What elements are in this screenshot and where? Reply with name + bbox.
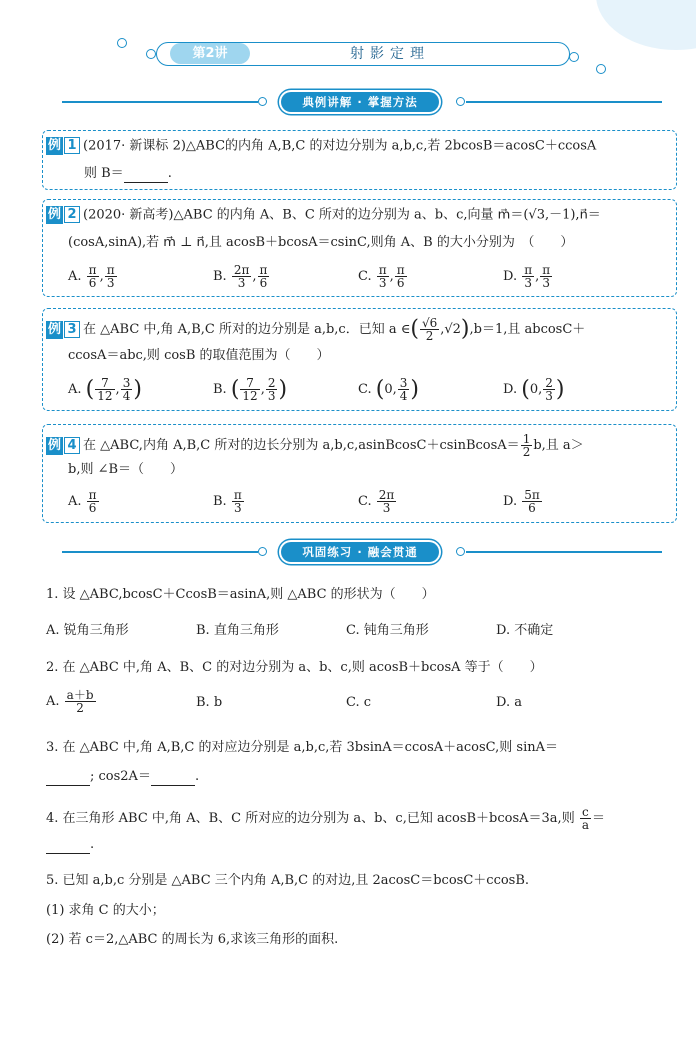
option-d[interactable]: D. $\frac{\pi}{3}$ , $\frac{\pi}{3}$ [503, 263, 551, 290]
example-label: 例 1 [46, 137, 80, 155]
practice-question-1: 1. 设 △ABC,bcosC＋CcosB＝asinA,则 △ABC 的形状为（ ） [46, 587, 435, 602]
option-b[interactable]: B. b [196, 695, 223, 710]
practice-question-4: 4. 在三角形 ABC 中,角 A、B、C 所对应的边分别为 a、b、c,已知 acosB＋bcosA＝3a,则 $\frac{c}{a}$ ＝ [46, 805, 606, 832]
example-4: 例 4 在 △ABC,内角 A,B,C 所对的边长分别为 a,b,c,asinBcosC＋csinBcosA＝ $\frac{1}{2}$ b,且 a＞ b,则 ∠B＝（ ） A. $\frac{\pi}{6}$ B. $\frac{\pi}{3}$ C. $\frac{2\pi}{3}$ D. $\frac{5\pi}{6}$ [42, 424, 677, 523]
sub-question-2: (2) 若 c＝2,△ABC 的周长为 6,求该三角形的面积. [46, 932, 339, 947]
option-c[interactable]: C. (0, $\frac{3}{4}$ ) [358, 376, 420, 403]
practice-question-2: 2. 在 △ABC 中,角 A、B、C 的对边分别为 a、b、c,则 acosB＋bcosA 等于（ ） [46, 660, 543, 675]
example-label: 例 4 [46, 437, 80, 455]
example-1: 例 1 (2017· 新课标 2)△ABC的内角 A,B,C 的对边分别为 a,b,c,若 2bcosB＝acosC＋ccosA 则 B＝ . [42, 130, 677, 190]
example-2 [42, 199, 677, 297]
decor-circle-icon [596, 64, 606, 74]
option-b[interactable]: B. ( $\frac{7}{12}$ , $\frac{2}{3}$ ) [213, 376, 288, 403]
option-a[interactable]: A. $\frac{a+b}{2}$ [46, 688, 94, 715]
practice-question-5: 5. 已知 a,b,c 分别是 △ABC 三个内角 A,B,C 的对边,且 2acosC＝bcosC＋ccosB. [46, 873, 530, 888]
option-d[interactable]: D. $\frac{5\pi}{6}$ [503, 488, 540, 515]
lecture-tag: 第2讲 [170, 43, 250, 64]
option-b[interactable]: B. 直角三角形 [196, 623, 279, 638]
decor-circle-icon [146, 49, 156, 59]
option-b[interactable]: B. $\frac{2\pi}{3}$ , $\frac{\pi}{6}$ [213, 263, 268, 290]
example-label: 例 3 [46, 321, 80, 339]
decor-circle-icon [258, 97, 267, 106]
option-d[interactable]: D. a [496, 695, 522, 710]
decor-circle-icon [456, 547, 465, 556]
question-text: (2017· 新课标 2)△ABC的内角 A,B,C 的对边分别为 a,b,c,若 2bcosB＝acosC＋ccosA [83, 138, 597, 154]
answer-blank[interactable] [46, 839, 90, 854]
option-c[interactable]: C. 钝角三角形 [346, 623, 429, 638]
option-a[interactable]: A. 锐角三角形 [46, 623, 129, 638]
example-3: 例 3 在 △ABC 中,角 A,B,C 所对的边分别是 a,b,c．已知 a ∈( $\frac{√6}{2}$ ,√2),b＝1,且 abcosC＋ ccosA＝abc,则 cosB 的取值范围为（ ） A. ( $\frac{7}{12}$ , $\frac{3}{4}$ ) B. ( $\frac{7}{12}$ , $\frac{2}{3}$ ) C. (0, $\frac{3}{4}$ ) D. (0, $\frac{2}{3}$ ) [42, 308, 677, 411]
answer-blank[interactable] [46, 771, 90, 786]
section-divider [62, 101, 258, 103]
section-title-practice: 巩固练习 · 融会贯通 [281, 542, 439, 562]
question-text: 在 △ABC,内角 A,B,C 所对的边长分别为 a,b,c,asinBcosC＋csinBcosA＝ [83, 438, 520, 453]
answer-blank[interactable] [151, 771, 195, 786]
option-a[interactable]: A. ( $\frac{7}{12}$ , $\frac{3}{4}$ ) [68, 376, 142, 403]
question-text: (2020· 新高考)△ABC 的内角 A、B、C 所对的边分别为 a、b、c,向量 m⃗＝(√3,－1),n⃗＝ [83, 207, 601, 223]
option-d[interactable]: D. (0, $\frac{2}{3}$ ) [503, 376, 565, 403]
section-divider [466, 551, 662, 553]
corner-decoration [596, 0, 696, 50]
section-title-example: 典例讲解 · 掌握方法 [281, 92, 439, 112]
decor-circle-icon [569, 52, 579, 62]
question-text: 则 B＝ [84, 166, 124, 181]
option-a[interactable]: A. $\frac{\pi}{6}$ [68, 488, 97, 515]
question-text: ; cos2A＝ [90, 769, 151, 784]
lecture-title: 射影定理 [350, 46, 430, 62]
practice-question-3: 3. 在 △ABC 中,角 A,B,C 的对应边分别是 a,b,c,若 3bsinA＝ccosA＋acosC,则 sinA＝ [46, 740, 558, 755]
option-c[interactable]: C. $\frac{\pi}{3}$ , $\frac{\pi}{6}$ [358, 263, 405, 290]
decor-circle-icon [117, 38, 127, 48]
option-c[interactable]: C. $\frac{2\pi}{3}$ [358, 488, 395, 515]
decor-circle-icon [258, 547, 267, 556]
option-d[interactable]: D. 不确定 [496, 623, 554, 638]
decor-circle-icon [456, 97, 465, 106]
question-text: ccosA＝abc,则 cosB 的取值范围为（ ） [68, 348, 330, 363]
question-text: 在 △ABC 中,角 A,B,C 所对的边分别是 a,b,c．已知 a ∈ [83, 322, 411, 337]
option-c[interactable]: C. c [346, 695, 372, 710]
sub-question-1: (1) 求角 C 的大小； [46, 903, 165, 918]
section-divider [62, 551, 258, 553]
option-a[interactable]: A. $\frac{\pi}{6}$ , $\frac{\pi}{3}$ [68, 263, 115, 290]
answer-blank[interactable] [124, 168, 168, 183]
option-b[interactable]: B. $\frac{\pi}{3}$ [213, 488, 242, 515]
section-divider [466, 101, 662, 103]
example-label: 例 2 [46, 206, 80, 224]
question-text: (cosA,sinA),若 m⃗ ⊥ n⃗,且 acosB＋bcosA＝csinC,则角 A、B 的大小分别为 （ ） [68, 235, 574, 250]
question-text: b,则 ∠B＝（ ） [68, 462, 184, 477]
